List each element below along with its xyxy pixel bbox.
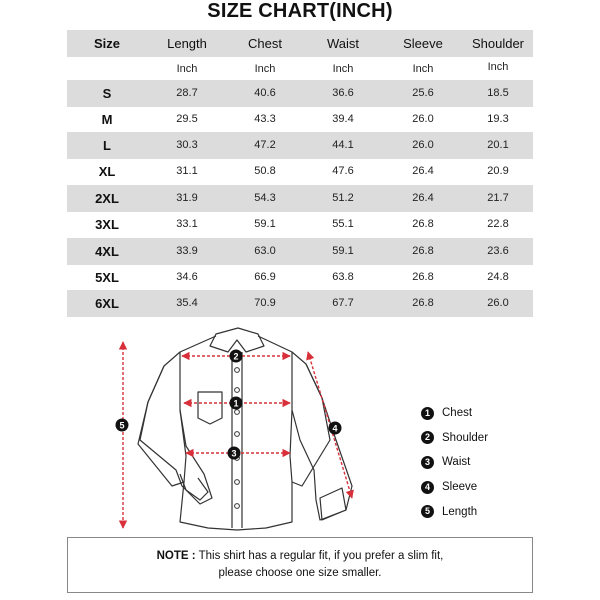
table-units-row [67, 56, 533, 83]
length-cell: 29.5 [176, 113, 198, 125]
waist-cell: 55.1 [332, 218, 354, 230]
header-shoulder: Shoulder [471, 36, 525, 51]
sleeve-cell: 26.0 [412, 139, 434, 151]
length-cell: 35.4 [176, 297, 198, 309]
table-row [67, 290, 533, 317]
chest-cell: 43.3 [254, 113, 276, 125]
note-label: NOTE : [156, 550, 196, 562]
svg-text:4: 4 [332, 423, 338, 434]
shirt-outline [138, 328, 352, 530]
shoulder-cell: 23.6 [487, 245, 509, 257]
waist-cell: 51.2 [332, 192, 354, 204]
chest-cell: 50.8 [254, 165, 276, 177]
waist-cell: 47.6 [332, 165, 354, 177]
legend-number: 4 [421, 481, 434, 494]
measurement-legend [421, 402, 488, 525]
size-cell: M [101, 112, 113, 127]
sleeve-cell: 26.4 [412, 192, 434, 204]
size-cell: 3XL [95, 217, 119, 232]
marker-shoulder [230, 350, 243, 363]
header-sleeve: Sleeve [403, 36, 443, 51]
size-cell: S [102, 86, 112, 101]
legend-number: 1 [421, 407, 434, 420]
shoulder-cell: 20.1 [487, 139, 509, 151]
sleeve-cell: 26.8 [412, 297, 434, 309]
waist-cell: 59.1 [332, 245, 354, 257]
length-cell: 33.1 [176, 218, 198, 230]
chest-cell: 66.9 [254, 271, 276, 283]
chest-cell: 47.2 [254, 139, 276, 151]
legend-label: Length [442, 505, 478, 518]
table-row [67, 80, 533, 107]
chest-cell: 54.3 [254, 192, 276, 204]
length-cell: 31.9 [176, 192, 198, 204]
size-cell: XL [98, 164, 116, 179]
length-cell: 34.6 [176, 271, 198, 283]
size-cell: 2XL [95, 191, 119, 206]
shirt-measurement-diagram [0, 320, 600, 532]
shoulder-cell: 26.0 [487, 297, 509, 309]
marker-length [116, 419, 129, 432]
legend-item-sleeve [421, 476, 488, 501]
sleeve-cell: 26.0 [412, 113, 434, 125]
table-row [67, 106, 533, 133]
note-line-2: please choose one size smaller. [218, 567, 382, 579]
chest-cell: 70.9 [254, 297, 276, 309]
length-cell: 31.1 [176, 165, 198, 177]
note-line-1 [68, 548, 532, 565]
waist-cell: 44.1 [332, 139, 354, 151]
legend-number: 2 [421, 431, 434, 444]
legend-item-length [421, 501, 488, 526]
shirt-buttons [235, 368, 240, 509]
header-waist: Waist [326, 36, 360, 51]
legend-item-chest [421, 402, 488, 427]
svg-text:2: 2 [233, 351, 239, 362]
legend-item-shoulder [421, 427, 488, 452]
legend-label: Chest [442, 407, 473, 419]
table-row [67, 132, 533, 159]
waist-cell: 67.7 [332, 297, 354, 309]
sleeve-cell: 26.8 [412, 218, 434, 230]
header-size: Size [93, 36, 120, 51]
legend-number: 5 [421, 505, 434, 518]
table-row [67, 158, 533, 185]
shoulder-cell: 24.8 [487, 271, 509, 283]
sleeve-cell: 26.8 [412, 271, 434, 283]
chest-cell: 59.1 [254, 218, 276, 230]
unit-shoulder: Inch [487, 61, 509, 73]
size-cell: 6XL [95, 296, 119, 311]
length-cell: 33.9 [176, 245, 198, 257]
waist-cell: 36.6 [332, 87, 354, 99]
header-length: Length [167, 36, 207, 51]
shoulder-cell: 20.9 [487, 165, 509, 177]
table-row [67, 185, 533, 212]
svg-text:3: 3 [231, 448, 237, 459]
unit-sleeve: Inch [412, 63, 434, 75]
size-cell: L [103, 138, 111, 153]
legend-label: Sleeve [442, 481, 478, 494]
unit-waist: Inch [332, 63, 354, 75]
legend-item-waist [421, 451, 488, 476]
shoulder-cell: 22.8 [487, 218, 509, 230]
table-row [67, 211, 533, 238]
chest-cell: 63.0 [254, 245, 276, 257]
table-header-row [67, 30, 533, 57]
shoulder-cell: 19.3 [487, 113, 509, 125]
legend-label: Shoulder [442, 431, 489, 444]
sleeve-cell: 25.6 [412, 87, 434, 99]
sleeve-cell: 26.4 [412, 165, 434, 177]
shoulder-cell: 21.7 [487, 192, 509, 204]
svg-text:1: 1 [233, 398, 239, 409]
length-cell: 28.7 [176, 87, 198, 99]
length-cell: 30.3 [176, 139, 198, 151]
marker-chest [230, 397, 243, 410]
table-row [67, 264, 533, 291]
waist-cell: 39.4 [332, 113, 354, 125]
size-cell: 5XL [95, 270, 119, 285]
unit-chest: Inch [254, 63, 276, 75]
legend-number: 3 [421, 456, 434, 469]
shoulder-cell: 18.5 [487, 87, 509, 99]
sleeve-cell: 26.8 [412, 245, 434, 257]
note-text-1: This shirt has a regular fit, if you prefer a slim fit, [198, 550, 444, 562]
size-cell: 4XL [95, 244, 119, 259]
unit-length: Inch [176, 63, 198, 75]
page-title: SIZE CHART(INCH) [207, 0, 393, 22]
table-row [67, 238, 533, 265]
fit-note [67, 537, 533, 593]
marker-waist [228, 447, 241, 460]
legend-label: Waist [442, 456, 471, 469]
waist-cell: 63.8 [332, 271, 354, 283]
svg-text:5: 5 [119, 420, 125, 431]
marker-sleeve [329, 422, 342, 435]
header-chest: Chest [248, 36, 282, 51]
chest-cell: 40.6 [254, 87, 276, 99]
